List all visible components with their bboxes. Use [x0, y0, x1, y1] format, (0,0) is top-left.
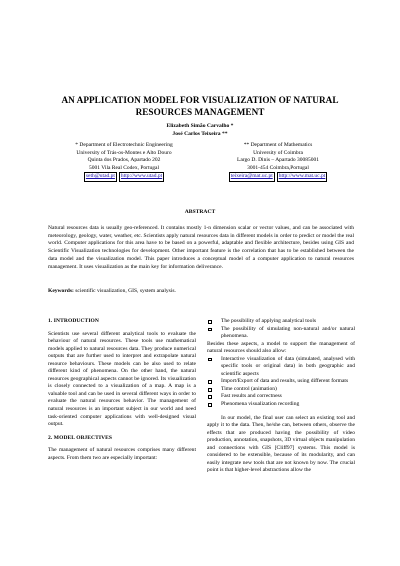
affil-right-links	[214, 172, 342, 182]
list-item	[207, 393, 355, 401]
besides-paragraph: Besides these aspects, a model to support the management of natural resources should also allow:	[207, 340, 355, 355]
authors	[100, 122, 300, 138]
affil-left-univ: University of Trás-os-Montes e Alto Douro	[76, 149, 172, 156]
affil-left-links	[60, 172, 188, 182]
checkbox-bullet-icon	[208, 358, 212, 362]
title-line-2: RESOURCES MANAGEMENT	[135, 107, 265, 117]
checkbox-bullet-icon	[208, 380, 212, 384]
affil-right-email-link[interactable]: teixeira@mat.uc.pt	[229, 172, 275, 182]
title-line-1: AN APPLICATION MODEL FOR VISUALIZATION OF NATURAL	[61, 95, 339, 105]
abstract-text: Natural resources data is usually geo-referenced. It contains mostly 1-n dimension scalar or vector values, and can be associated with meteorology, geology, water, weather, etc. Scientists apply natural resources data in different models in order to predict or model the real world. Computer applications for this area have to be based on a powerful, adaptable and flexible architecture, besides using GIS and Scientific Visualization technologies for development. Other important feature is the correlation that has to be established between the data model and the visualization model. This paper introduces a conceptual model of a computer application to natural resources management. It uses visualization as the main key for information deliverance.	[48, 225, 354, 270]
right-column	[207, 318, 355, 475]
list-item	[207, 401, 355, 409]
list-item-text: Import/Export of data and results, using different formats	[221, 378, 349, 385]
affil-left-email-link[interactable]: seth@utad.pt	[84, 172, 117, 182]
list-item	[207, 318, 355, 326]
affil-right-univ: University of Coimbra	[253, 149, 303, 156]
list-item-text: Time control (animation)	[221, 385, 277, 392]
affil-right-dept: ** Department of Mathematics	[243, 142, 313, 148]
affil-left-addr2: 5001 Vila Real Codex, Portugal	[89, 164, 159, 171]
list-item-text: Interactive visualization of data (simulated, analysed with specific tools or original data) in both geographic and scientific aspects	[221, 355, 355, 377]
affil-left-url-link[interactable]: http://www.utad.pt	[119, 172, 164, 182]
affil-left-addr1: Quinta dos Prados, Apartado 202	[87, 157, 161, 164]
introduction-paragraph: Scientists use several different analytical tools to evaluate the behaviour of natural resources. These tools use mathematical models applied to natural resources data. They produce numerical outputs that are further used to interpret and extrapolate natural resource behaviours. These models can be also used to relate different kind of phenomena. On the other hand, the natural resources geographical aspects cannot be ignored. Its visualization is closely connected to a visualization of a map. A map is a valuable tool and can be used in several different ways in order to evaluate the natural resources behavior. The management of natural resources is an important subject in our world and need task-oriented computer applications with well-designed visual output.	[48, 330, 196, 428]
checkbox-bullet-icon	[208, 395, 212, 399]
list-item	[207, 356, 355, 379]
author-2: José Carlos Teixeira **	[172, 131, 228, 137]
section-introduction-heading: 1. INTRODUCTION	[48, 318, 100, 324]
affiliation-right	[214, 142, 342, 182]
list-item-text: The possibility of applying analytical tools	[221, 318, 317, 324]
affil-right-addr1: Largo D. Dinis – Apartado 30085001	[236, 157, 320, 164]
model-paragraph: In our model, the final user can select an existing tool and apply it to the data. Then, he/she can, between others, observe the effects that are produced having the possibility of video production, annotation, snapshots, 3D virtual objects manipulation and connections with GIS [Cliff97] systems. This model is considered to be extensible, because of its modularity, and can easily integrate new tools that are not known by now. The crucial point is that higher-level abstractions allow the	[207, 414, 355, 474]
checkbox-bullet-icon	[208, 403, 212, 407]
requirements-list	[207, 356, 355, 409]
list-item-text: Phenomena visualization recording	[221, 401, 300, 408]
affiliation-left	[60, 142, 188, 182]
abstract-heading: ABSTRACT	[184, 209, 216, 215]
checkbox-bullet-icon	[208, 320, 212, 324]
affil-right-url-link[interactable]: http://www.mat.uc.pt	[277, 172, 328, 182]
list-item-text: The possibility of simulating non-natural and/or natural phenomena.	[221, 325, 355, 340]
keywords	[48, 288, 354, 296]
objectives-paragraph: The management of natural resources comprises many different aspects. From them two are especially important:	[48, 447, 196, 461]
keywords-label: Keywords:	[48, 288, 74, 294]
list-item	[207, 378, 355, 386]
list-item	[207, 386, 355, 394]
objectives-list	[207, 318, 355, 341]
list-item-text: Fast results and correctness	[221, 393, 282, 400]
checkbox-bullet-icon	[208, 388, 212, 392]
checkbox-bullet-icon	[208, 328, 212, 332]
affil-right-addr2: 3001-454 Coimbra,Portugal	[247, 164, 309, 171]
paper-title	[40, 94, 360, 118]
section-objectives-heading: 2. MODEL OBJECTIVES	[48, 434, 113, 441]
author-1: Elizabeth Simão Carvalho *	[166, 123, 234, 129]
list-item	[207, 326, 355, 341]
left-column	[48, 318, 196, 462]
affil-left-dept: * Department of Electrotechnic Engineering	[75, 142, 173, 148]
keywords-text: scientific visualization, GIS, system analysis.	[73, 288, 176, 294]
